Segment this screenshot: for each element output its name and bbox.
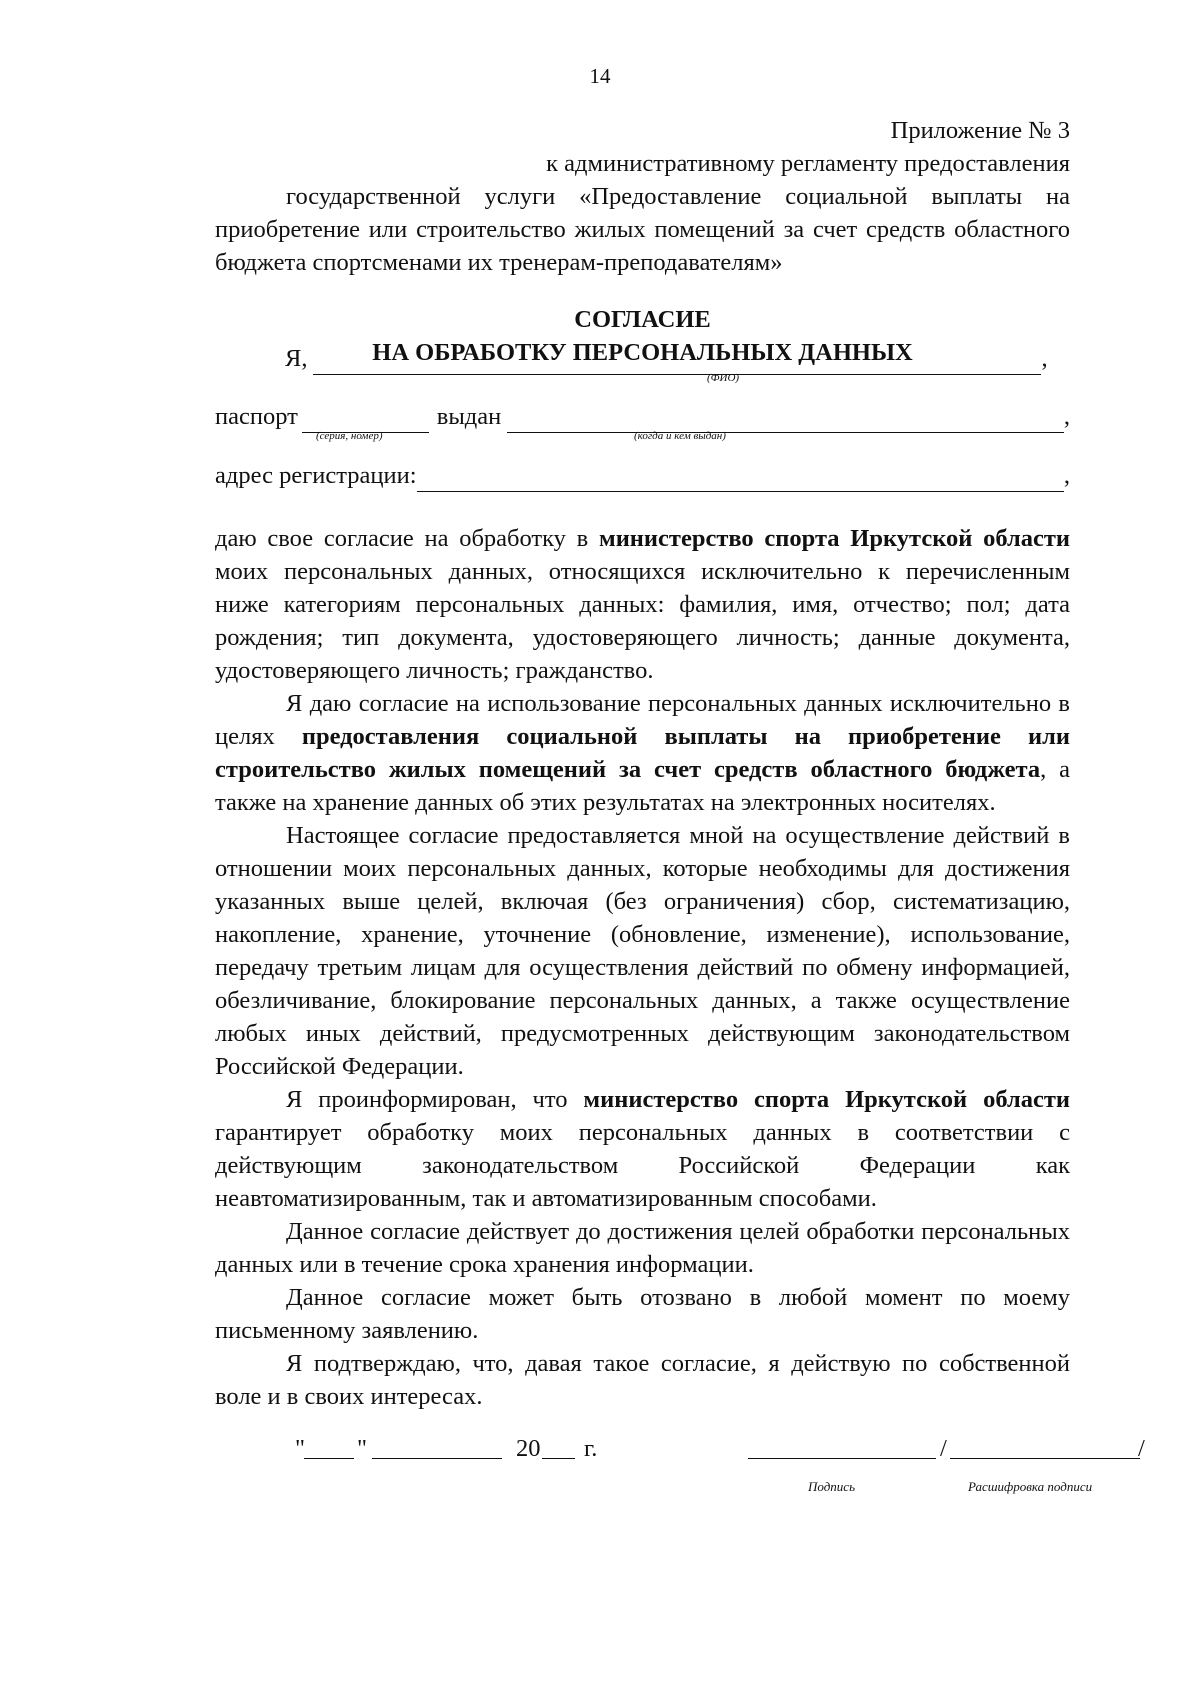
issued-input-line[interactable] (507, 406, 1064, 433)
issued-label: выдан (436, 403, 502, 430)
signature-slash-2: / (1138, 1435, 1145, 1462)
document-title-line2: НА ОБРАБОТКУ ПЕРСОНАЛЬНЫХ ДАННЫХ (372, 339, 913, 366)
p2-text-c: , а также на хранение данных об этих результатах на электронных носителях. (215, 756, 1070, 816)
date-quote-open: " (295, 1435, 306, 1462)
passport-field-row (215, 400, 1070, 433)
issued-hint: (когда и кем выдан) (634, 430, 726, 442)
month-input-line[interactable] (372, 1432, 502, 1459)
year-suffix: г. (584, 1435, 598, 1462)
name-comma: , (1041, 345, 1048, 372)
name-field-row (215, 342, 1070, 375)
p1-ministry: министерство спорта Иркутской области (599, 525, 1071, 552)
appendix-description: государственной услуги «Предоставление социальной выплаты на приобретение или строительство жилых помещений за счет средств областного бюджета спортсменами их тренерам-преподавателям» (215, 183, 1070, 276)
paragraph-5: Данное согласие действует до достижения целей обработки персональных данных или в течение срока хранения информации. (215, 1218, 1070, 1278)
p4-text-a: Я проинформирован, что (286, 1086, 584, 1113)
paragraph-2 (215, 687, 1070, 819)
p4-ministry: министерство спорта Иркутской области (583, 1086, 1071, 1113)
passport-input-line[interactable] (302, 406, 429, 433)
paragraph-3: Настоящее согласие предоставляется мной на осуществление действий в отношении моих персональных данных, которые необходимы для достижения указанных выше целей, включая (без ограничения) сбор, систематизацию, накопление, хранение, уточнение (обновление, изменение), использование, передачу третьим лицам для осуществления действий по обмену информацией, обезличивание, блокирование персональных данных, а также осуществление любых иных действий, предусмотренных действующим законодательством Российской Федерации. (215, 822, 1070, 1080)
document-title-line1: СОГЛАСИЕ (574, 306, 711, 333)
page-number: 14 (589, 64, 611, 88)
appendix-title: Приложение № 3 (890, 117, 1070, 144)
name-prefix: Я, (285, 345, 308, 372)
p2-text-a: Я даю согласие на использование персональных данных исключительно в целях (215, 690, 1070, 750)
address-comma: , (1063, 462, 1070, 489)
signature-hint: Подпись (808, 1479, 855, 1494)
day-input-line[interactable] (304, 1432, 354, 1459)
signature-decode-hint: Расшифровка подписи (968, 1479, 1093, 1494)
signature-input-line[interactable] (748, 1432, 936, 1459)
appendix-header (215, 114, 1070, 279)
p1-text-c: моих персональных данных, относящихся исключительно к перечисленным ниже категориям персональных данных: фамилия, имя, отчество; пол; дата рождения; тип документа, удостоверяющего личность; данные документа, удостоверяющего личность; гражданство. (215, 558, 1070, 684)
passport-comma: , (1063, 403, 1070, 430)
year-prefix: 20 (516, 1435, 541, 1462)
paragraph-7: Я подтверждаю, что, давая такое согласие, я действую по собственной воле и в своих интересах. (215, 1350, 1070, 1410)
signature-slash-1: / (940, 1435, 947, 1462)
paragraph-1 (215, 522, 1070, 687)
date-quote-close: " (357, 1435, 368, 1462)
name-hint: (ФИО) (707, 372, 740, 384)
paragraph-4 (215, 1083, 1070, 1215)
passport-hint: (серия, номер) (316, 430, 383, 442)
p2-purpose: предоставления социальной выплаты на приобретение или строительство жилых помещений за счет средств областного бюджета (215, 723, 1070, 783)
paragraph-6: Данное согласие может быть отозвано в любой момент по моему письменному заявлению. (215, 1284, 1070, 1344)
p4-text-c: гарантирует обработку моих персональных данных в соответствии с действующим законодательством Российской Федерации как неавтоматизированным, так и автоматизированным способами. (215, 1119, 1070, 1212)
address-label: адрес регистрации: (215, 462, 417, 489)
passport-label: паспорт (215, 403, 298, 430)
p1-text-a: даю свое согласие на обработку в (215, 525, 599, 552)
name-input-line[interactable] (313, 348, 1041, 375)
signature-decode-input-line[interactable] (950, 1432, 1140, 1459)
appendix-line2: к административному регламенту предоставления (546, 150, 1070, 177)
year-input-line[interactable] (542, 1432, 575, 1459)
address-input-line[interactable] (417, 465, 1064, 492)
consent-body (215, 522, 1070, 1413)
address-field-row (215, 459, 1070, 492)
